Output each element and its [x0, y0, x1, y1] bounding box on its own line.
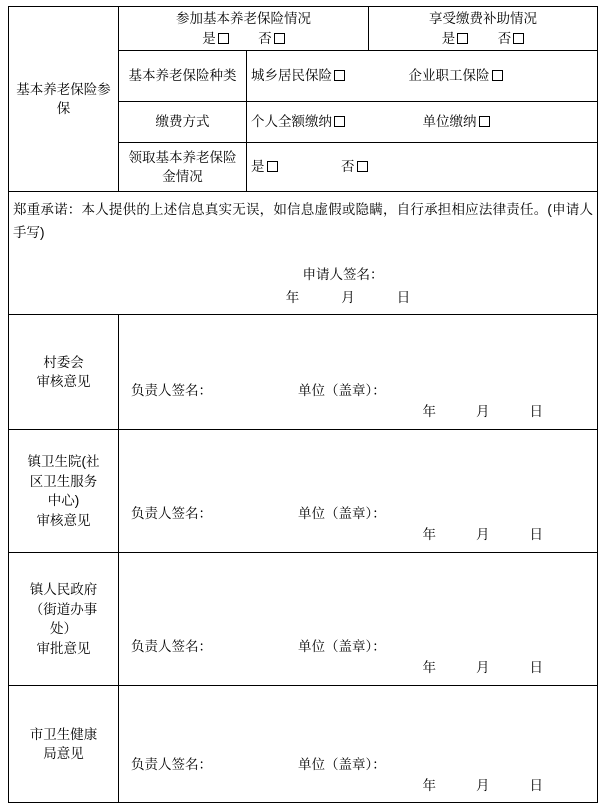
- opinion-body-government[interactable]: [119, 553, 598, 686]
- receive-pension-no-option[interactable]: 否: [341, 157, 368, 177]
- table-row-opinion-government: [9, 553, 598, 686]
- promise-cell: [9, 192, 598, 315]
- receive-pension-options: [247, 143, 598, 192]
- opinion-body-village[interactable]: [119, 315, 598, 430]
- subsidy-title: 享受缴费补助情况: [429, 11, 537, 26]
- table-row-opinion-village: [9, 315, 598, 430]
- opinion-signature-row-government[interactable]: 负责人签名： 单位（盖章）：: [131, 638, 386, 654]
- payment-method-options: [247, 102, 598, 143]
- opinion-label-village: 村委会 审核意见: [9, 315, 119, 430]
- applicant-signature-date[interactable]: 年 月 日: [285, 290, 411, 306]
- opinion-inner-village: [123, 319, 593, 426]
- subsidy-no-option[interactable]: 否: [498, 29, 525, 49]
- applicant-signature-label[interactable]: 申请人签名：: [302, 266, 384, 282]
- payment-method-employer-checkbox[interactable]: [479, 116, 490, 127]
- opinion-body-hospital[interactable]: [119, 430, 598, 553]
- receive-pension-yes-checkbox[interactable]: [267, 161, 278, 172]
- opinion-label-government: 镇人民政府 （街道办事 处） 审批意见: [9, 553, 119, 686]
- opinion-label-hospital: 镇卫生院(社 区卫生服务 中心) 审核意见: [9, 430, 119, 553]
- insurance-type-option-employees[interactable]: 企业职工保险: [409, 66, 503, 86]
- opinion-date-government[interactable]: 年 月 日: [422, 660, 543, 676]
- pension-participation-options: [123, 29, 364, 49]
- pension-participation-yes-option[interactable]: 是: [202, 29, 229, 49]
- subsidy-options: [373, 29, 593, 49]
- table-row-promise: [9, 192, 598, 315]
- insurance-type-options: [247, 51, 598, 102]
- opinion-inner-government: [123, 557, 593, 682]
- subsidy-yes-checkbox[interactable]: [457, 33, 468, 44]
- application-form-table: [8, 6, 598, 803]
- payment-method-label: 缴费方式: [119, 102, 247, 143]
- table-row-opinion-bureau: [9, 686, 598, 803]
- pension-participation-no-checkbox[interactable]: [274, 33, 285, 44]
- insurance-type-option-residents[interactable]: 城乡居民保险: [251, 66, 345, 86]
- receive-pension-label: 领取基本养老保险金情况: [119, 143, 247, 192]
- insurance-type-label: 基本养老保险种类: [119, 51, 247, 102]
- promise-text: 郑重承诺：本人提供的上述信息真实无误，如信息虚假或隐瞒，自行承担相应法律责任。(申请人手写): [13, 201, 593, 240]
- receive-pension-no-checkbox[interactable]: [357, 161, 368, 172]
- opinion-signature-row-village[interactable]: 负责人签名： 单位（盖章）：: [131, 382, 386, 398]
- receive-pension-yes-option[interactable]: 是: [251, 157, 278, 177]
- pension-participation-title: 参加基本养老保险情况: [176, 11, 311, 26]
- opinion-date-hospital[interactable]: 年 月 日: [422, 527, 543, 543]
- table-row-opinion-hospital: [9, 430, 598, 553]
- opinion-body-bureau[interactable]: [119, 686, 598, 803]
- subsidy-yes-option[interactable]: 是: [442, 29, 469, 49]
- payment-method-self-checkbox[interactable]: [334, 116, 345, 127]
- insurance-type-residents-checkbox[interactable]: [334, 70, 345, 81]
- opinion-date-bureau[interactable]: 年 月 日: [422, 778, 543, 794]
- pension-row-label: 基本养老保险参保: [9, 7, 119, 192]
- subsidy-cell: [369, 7, 598, 51]
- opinion-label-bureau: 市卫生健康 局意见: [9, 686, 119, 803]
- opinion-signature-row-hospital[interactable]: 负责人签名： 单位（盖章）：: [131, 505, 386, 521]
- pension-participation-no-option[interactable]: 否: [258, 29, 285, 49]
- pension-participation-yes-checkbox[interactable]: [218, 33, 229, 44]
- opinion-date-village[interactable]: 年 月 日: [422, 404, 543, 420]
- table-row-pension-header: [9, 7, 598, 51]
- subsidy-no-checkbox[interactable]: [513, 33, 524, 44]
- payment-method-option-employer[interactable]: 单位缴纳: [423, 112, 490, 132]
- opinion-inner-hospital: [123, 434, 593, 549]
- opinion-signature-row-bureau[interactable]: 负责人签名： 单位（盖章）：: [131, 756, 386, 772]
- insurance-type-employees-checkbox[interactable]: [492, 70, 503, 81]
- opinion-inner-bureau: [123, 689, 593, 800]
- pension-participation-cell: [119, 7, 369, 51]
- payment-method-option-self[interactable]: 个人全额缴纳: [251, 112, 345, 132]
